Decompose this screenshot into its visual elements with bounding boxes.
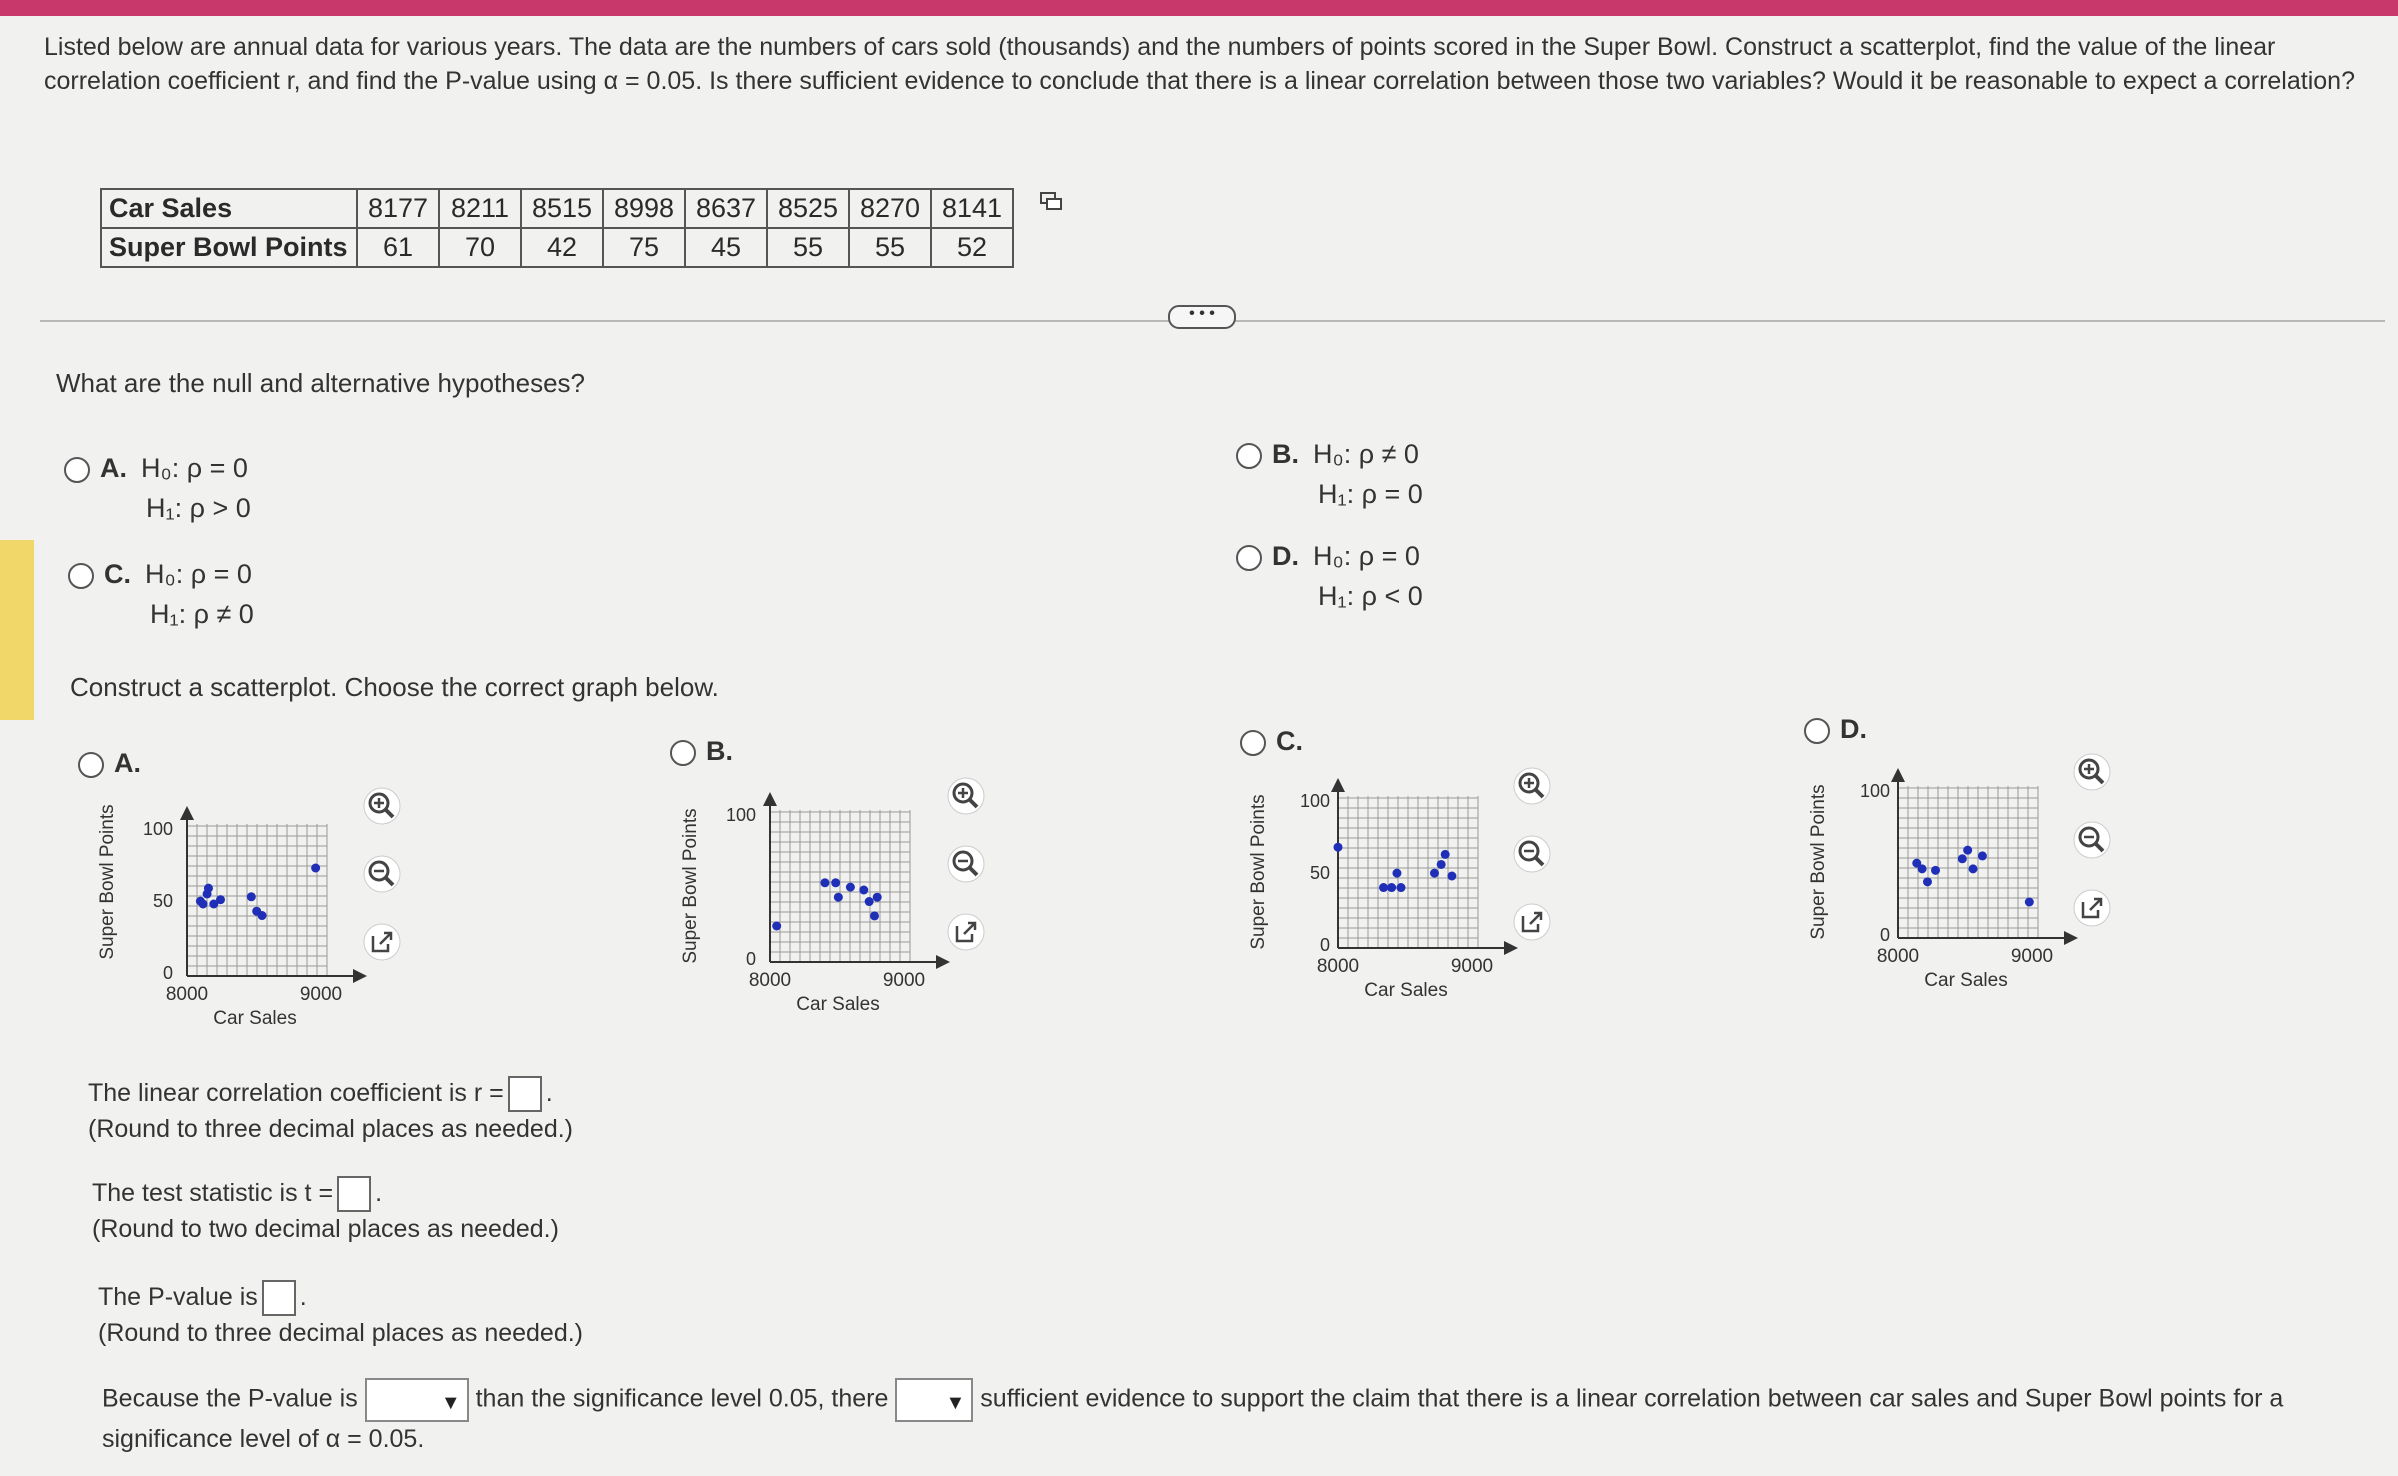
scatter-point	[1379, 883, 1388, 892]
y-axis-label: Super Bowl Points	[1808, 784, 1829, 940]
zoom-in-icon[interactable]	[946, 776, 986, 816]
dropdown-arrow-icon: ▼	[440, 1392, 461, 1414]
scatter-point	[1963, 846, 1972, 855]
dropdown-arrow-icon: ▼	[945, 1392, 966, 1414]
scatter-point	[846, 883, 855, 892]
x-axis-arrow-icon	[1504, 941, 1518, 955]
evidence-dropdown[interactable]	[895, 1378, 973, 1422]
x-axis-label: Car Sales	[796, 994, 880, 1015]
r-input[interactable]	[508, 1076, 542, 1112]
y-axis-arrow-icon	[763, 792, 777, 806]
x-tick-label: 9000	[2010, 946, 2054, 967]
zoom-in-icon[interactable]	[2072, 752, 2112, 792]
p-answer: The P-value is . (Round to three decimal places as needed.)	[98, 1280, 583, 1350]
x-axis-arrow-icon	[353, 969, 367, 983]
table-cell: 8525	[767, 189, 849, 228]
zoom-in-icon[interactable]	[362, 786, 402, 826]
p-value-input[interactable]	[262, 1280, 296, 1316]
plot-grid	[763, 792, 950, 969]
scatterplot-c	[1246, 762, 1546, 1002]
scatter-point	[865, 897, 874, 906]
scatterplot-question: Construct a scatterplot. Choose the correct graph below.	[70, 672, 719, 702]
scatter-point	[859, 886, 868, 895]
scatter-point	[1387, 883, 1396, 892]
x-axis-label: Car Sales	[1924, 970, 2008, 991]
radio-button[interactable]	[78, 752, 104, 778]
scatter-point	[1918, 864, 1927, 873]
row-header: Super Bowl Points	[101, 228, 357, 267]
scatter-point	[772, 922, 781, 931]
scatter-point	[873, 893, 882, 902]
scatterplot-a	[95, 790, 395, 1030]
scatter-point	[1958, 854, 1967, 863]
scatter-point	[2025, 898, 2034, 907]
scatter-point	[1931, 866, 1940, 875]
table-cell: 55	[849, 228, 931, 267]
scatter-point	[1923, 877, 1932, 886]
y-axis-label: Super Bowl Points	[97, 804, 118, 960]
hypothesis-option-c[interactable]: C. H₀: ρ = 0 H₁: ρ ≠ 0	[68, 554, 254, 634]
x-tick-label: 8000	[165, 984, 209, 1005]
table-cell: 8515	[521, 189, 603, 228]
x-axis-arrow-icon	[2064, 931, 2078, 945]
plot-points	[772, 878, 882, 930]
scatter-point	[1969, 864, 1978, 873]
graph-option-a[interactable]: A.	[78, 748, 141, 779]
expand-more-button[interactable]: • • •	[1168, 305, 1236, 329]
table-cell: 61	[357, 228, 439, 267]
table-cell: 8177	[357, 189, 439, 228]
y-tick-label: 100	[1299, 791, 1330, 811]
graph-option-c[interactable]: C.	[1240, 726, 1303, 757]
radio-button[interactable]	[1236, 545, 1262, 571]
scatter-point	[1447, 872, 1456, 881]
scatter-point	[870, 911, 879, 920]
x-tick-label: 8000	[748, 970, 792, 991]
radio-button[interactable]	[670, 740, 696, 766]
y-tick-label: 0	[1319, 935, 1330, 955]
scatter-point	[216, 895, 225, 904]
scatter-point	[1392, 869, 1401, 878]
y-axis-arrow-icon	[1891, 768, 1905, 782]
top-bar	[0, 0, 2398, 16]
y-tick-label: 0	[1879, 925, 1890, 945]
scatter-point	[820, 878, 829, 887]
question-prompt: Listed below are annual data for various years. The data are the numbers of cars sold (thousands) and the numbers of points scored in the Super Bowl. Construct a scatterplot, find the value of the linear correlation coefficient r, and find the P-value using α = 0.05. Is there sufficient evidence to conclude that there is a linear correlation between those two variables? Would it be reasonable to expect a correlation?	[44, 33, 2355, 95]
scatter-point	[1978, 851, 1987, 860]
plot-grid	[1331, 778, 1518, 955]
y-axis-arrow-icon	[1331, 778, 1345, 792]
table-cell: 8637	[685, 189, 767, 228]
hypothesis-option-a[interactable]: A. H₀: ρ = 0 H₁: ρ > 0	[64, 448, 251, 528]
table-cell: 52	[931, 228, 1013, 267]
table-row	[101, 189, 1013, 228]
scatter-point	[831, 878, 840, 887]
hypotheses-question: What are the null and alternative hypotheses?	[56, 368, 586, 398]
y-tick-label: 100	[142, 819, 173, 839]
scatter-point	[204, 884, 213, 893]
table-cell: 75	[603, 228, 685, 267]
scatter-point	[311, 864, 320, 873]
t-input[interactable]	[337, 1176, 371, 1212]
x-tick-label: 9000	[882, 970, 926, 991]
x-tick-label: 9000	[1450, 956, 1494, 977]
scatter-point	[834, 893, 843, 902]
plot-points	[1912, 846, 2034, 907]
left-accent	[0, 540, 34, 720]
y-tick-label: 100	[1859, 781, 1890, 801]
data-table	[100, 188, 1014, 268]
x-tick-label: 8000	[1876, 946, 1920, 967]
table-cell: 8141	[931, 189, 1013, 228]
r-answer: The linear correlation coefficient is r = . (Round to three decimal places as needed.)	[88, 1076, 573, 1146]
radio-button[interactable]	[64, 457, 90, 483]
scatter-point	[1441, 850, 1450, 859]
hypothesis-option-b[interactable]: B. H₀: ρ ≠ 0 H₁: ρ = 0	[1236, 434, 1423, 514]
x-axis-label: Car Sales	[1364, 980, 1448, 1001]
scatter-point	[1334, 843, 1343, 852]
radio-button[interactable]	[1804, 718, 1830, 744]
zoom-out-icon[interactable]	[1512, 834, 1552, 874]
y-tick-label: 0	[745, 949, 756, 969]
graph-option-d[interactable]: D.	[1804, 714, 1867, 745]
table-cell: 70	[439, 228, 521, 267]
y-tick-label: 100	[725, 805, 756, 825]
radio-button[interactable]	[1240, 730, 1266, 756]
y-axis-label: Super Bowl Points	[680, 808, 701, 964]
open-external-icon[interactable]	[1512, 902, 1552, 942]
plot-points	[196, 864, 320, 921]
scatter-point	[247, 892, 256, 901]
scatter-point	[199, 900, 208, 909]
y-tick-label: 50	[152, 891, 173, 911]
x-axis-label: Car Sales	[213, 1008, 297, 1029]
x-tick-label: 8000	[1316, 956, 1360, 977]
graph-option-b[interactable]: B.	[670, 736, 733, 767]
hypothesis-option-d[interactable]: D. H₀: ρ = 0 H₁: ρ < 0	[1236, 536, 1423, 616]
zoom-out-icon[interactable]	[946, 844, 986, 884]
t-answer: The test statistic is t = . (Round to two decimal places as needed.)	[92, 1176, 559, 1246]
table-row	[101, 228, 1013, 267]
zoom-out-icon[interactable]	[362, 854, 402, 894]
x-axis-arrow-icon	[936, 955, 950, 969]
y-tick-label: 50	[1309, 863, 1330, 883]
zoom-in-icon[interactable]	[1512, 766, 1552, 806]
scatterplot-d	[1806, 752, 2106, 992]
scatterplot-b	[678, 776, 978, 1016]
scatter-point	[1437, 860, 1446, 869]
x-tick-label: 9000	[299, 984, 343, 1005]
open-external-icon[interactable]	[2072, 888, 2112, 928]
table-cell: 8211	[439, 189, 521, 228]
y-axis-label: Super Bowl Points	[1248, 794, 1269, 950]
row-header: Car Sales	[101, 189, 357, 228]
comparison-dropdown[interactable]	[365, 1378, 469, 1422]
scatter-point	[1430, 869, 1439, 878]
scatter-point	[258, 911, 267, 920]
open-external-icon[interactable]	[946, 912, 986, 952]
scatter-point	[1396, 883, 1405, 892]
copy-data-icon[interactable]	[1040, 192, 1062, 210]
table-cell: 8270	[849, 189, 931, 228]
table-cell: 55	[767, 228, 849, 267]
zoom-out-icon[interactable]	[2072, 820, 2112, 860]
y-axis-arrow-icon	[180, 806, 194, 820]
table-cell: 42	[521, 228, 603, 267]
radio-button[interactable]	[1236, 443, 1262, 469]
conclusion-sentence: Because the P-value is ▼ than the significance level 0.05, there ▼ sufficient evidence to support the claim that there is a linear correlation between car sales and Super Bowl points for a significance level of α = 0.05.	[102, 1378, 2382, 1456]
y-tick-label: 0	[162, 963, 173, 983]
open-external-icon[interactable]	[362, 922, 402, 962]
table-cell: 45	[685, 228, 767, 267]
radio-button[interactable]	[68, 563, 94, 589]
table-cell: 8998	[603, 189, 685, 228]
